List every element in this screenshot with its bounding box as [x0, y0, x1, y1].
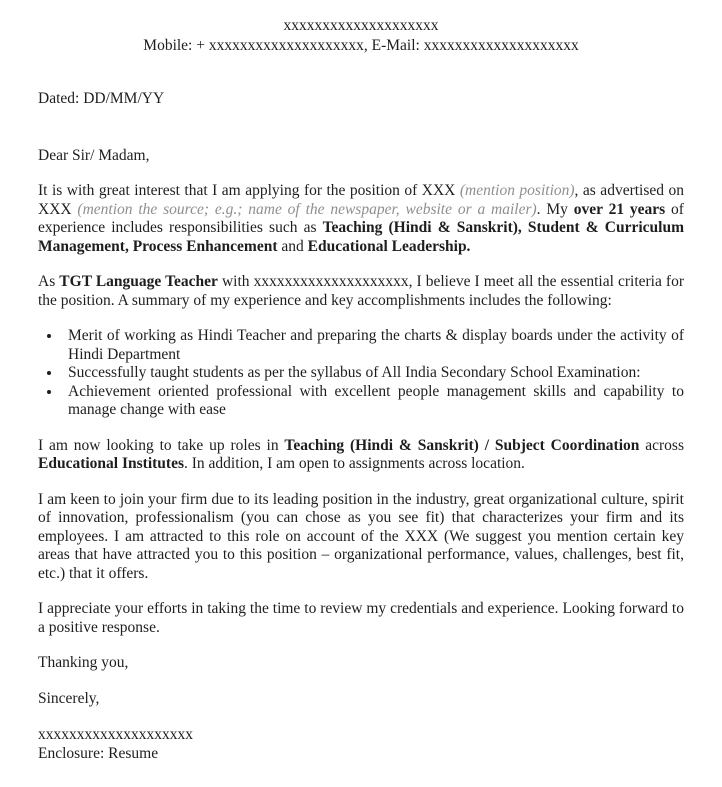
experience-paragraph: [38, 273, 684, 310]
text-run: Sincerely,: [38, 689, 100, 707]
text-run: (mention the source; e.g.; name of the newspaper, website or a mailer): [77, 200, 537, 218]
candidate-name-placeholder: xxxxxxxxxxxxxxxxxxxx: [283, 17, 439, 34]
text-run: Educational Leadership.: [307, 237, 471, 255]
bullet-item: • Successfully taught students as per the syllabus of All India Secondary School Examination:: [62, 364, 684, 383]
sincerely-line: [38, 690, 684, 709]
text-run: Teaching (Hindi & Sanskrit) / Subject Coordination: [284, 436, 640, 454]
thanking-line: [38, 654, 684, 673]
text-run: I am now looking to take up roles in: [38, 436, 285, 454]
text-run: TGT Language Teacher: [59, 273, 218, 290]
text-run: (mention position): [459, 182, 575, 199]
text-run: with xxxxxxxxxxxxxxxxxxxx, I believe I meet all the essential criteria for the position. A summary of my experience and key accomplishments includes the following:: [38, 273, 684, 309]
signature-placeholder: xxxxxxxxxxxxxxxxxxxx: [38, 726, 193, 743]
text-run: It is with great interest that I am applying for the position of XXX: [38, 182, 460, 199]
text-run: I appreciate your efforts in taking the time to review my credentials and experience. Looking forward to a positive response.: [38, 600, 684, 636]
signature-block: [38, 725, 684, 763]
text-run: . My: [536, 200, 574, 218]
text-run: across: [639, 436, 684, 454]
bullet-item: • Merit of working as Hindi Teacher and preparing the charts & display boards under the activity of Hindi Department: [62, 327, 684, 364]
accomplishments-list: [38, 327, 684, 420]
intro-paragraph: [38, 182, 684, 256]
letter-body: [38, 182, 684, 763]
bullet-item: • Achievement oriented professional with excellent people management skills and capability to manage change with ease: [62, 383, 684, 420]
appreciation-paragraph: [38, 600, 684, 637]
text-run: As: [38, 273, 60, 290]
date-line: Dated: DD/MM/YY: [38, 90, 165, 107]
text-run: Educational Institutes: [38, 455, 184, 472]
text-run: over 21 years: [573, 200, 666, 218]
text-run: Thanking you,: [38, 654, 129, 671]
enclosure-line: Enclosure: Resume: [38, 745, 159, 762]
text-run: . In addition, I am open to assignments across location.: [184, 455, 525, 472]
roles-paragraph: [38, 437, 684, 474]
letter-header: [38, 16, 684, 56]
text-run: I am keen to join your firm due to its leading position in the industry, great organizational culture, spirit of innovation, professionalism (you can chose as you see fit) that characterizes your firm and its employees. I am attracted to this role on account of the XXX (We suggest you mention certain key areas that have attracted you to this position – organizational performance, values, challenges, best fit, etc.) that it offers.: [38, 490, 684, 582]
text-run: Teaching (Hindi & Sanskrit), Student & Curriculum Management, Process Enhancement: [38, 219, 685, 255]
text-run: of experience includes responsibilities such as: [38, 200, 684, 236]
contact-line: Mobile: + xxxxxxxxxxxxxxxxxxxx, E-Mail: xxxxxxxxxxxxxxxxxxxx: [143, 37, 579, 54]
motivation-paragraph: [38, 491, 684, 584]
text-run: , as advertised on XXX: [38, 182, 684, 218]
salutation: Dear Sir/ Madam,: [38, 147, 150, 164]
text-run: and: [277, 237, 308, 255]
